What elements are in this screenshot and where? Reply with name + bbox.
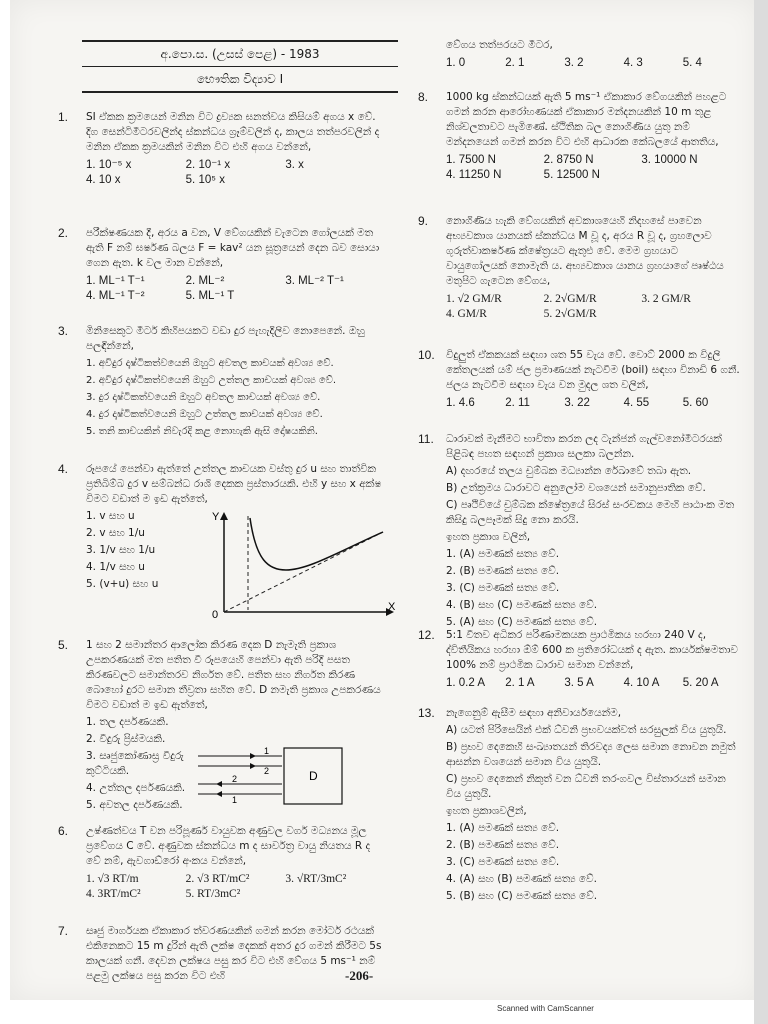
option: 4. 55 <box>623 397 650 409</box>
ray-1-label: 1 <box>264 746 270 756</box>
graph-curve <box>250 518 383 570</box>
question-text: සෘජු මාර්ගයක ඒකාකාර ත්වරණයකින් ගමන් කරන මෝටර් රථයක් එකිනෙකට 15 m දුරින් ඇති ලක්ෂ දෙකක් අතර දුර ගමන් කිරීමට 5s කාලයක් ගනී. දෙවන ලක්ෂය පසු කර විට එහි වේගය 5 ms⁻¹ නම් පළමු ලක්ෂය පසු කරන විට එහි <box>86 925 382 982</box>
option: 1. √3 RT/m <box>86 873 139 885</box>
question-9 <box>418 214 742 340</box>
option: 3. √RT/3mC² <box>285 873 347 885</box>
option: 1. v සහ u <box>86 510 135 522</box>
statement: A) යටත් පිරිසෙයින් එක් ධ්වනි ප්‍රභවයක්වත් සරසුලක් විය යුතුයි. <box>446 724 727 736</box>
question-11 <box>418 432 742 628</box>
options <box>446 153 742 183</box>
question-number: 13. <box>418 706 435 720</box>
option: 2. ML⁻² <box>185 275 225 287</box>
subject-title: භෞතික විද්‍යාව I <box>196 72 284 86</box>
option: 1. (A) පමණක් සත්‍ය වේ. <box>446 822 560 834</box>
option: 2. (B) පමණක් සත්‍ය වේ. <box>446 565 560 577</box>
option: 3. 1/v සහ 1/u <box>86 544 156 556</box>
left-column <box>58 110 396 992</box>
options <box>446 676 742 691</box>
option: 2. වීදුරු ප්‍රිස්මයකි. <box>86 733 166 745</box>
option: 4. GM/R <box>446 308 487 320</box>
rays-figure <box>196 742 376 810</box>
statement: C) ප්‍රභව දෙකෙන් නිකුත් වන ධ්වනි තරංගවල විස්තාරයන් සමාන විය යුතුයි. <box>446 773 726 800</box>
question-text: පරීක්ෂණයක දී, අරය a වන, V වේගයකින් වැටෙන ගෝලයක් මත ඇති F නම් ඝර්ෂණ බලය F = kav² යන සූත්‍රයෙන් දෙන බව සොයා ගෙන ඇත. k වල මාන වන්නේ, <box>86 227 380 269</box>
question-text: 1 සහ 2 සමාන්තර ආලෝක කිරණ දෙක D නැමැති ප්‍රකාශ උපකරණයක් මත පතිත වී රූපයෙහි පෙන්වා ඇති පරිදි පසත කිරණවලට සමාන්තරව නිර්ගත වේ. පතිත සහ නිර්ගත කිරණ බොහෝ දුරට සමාන තීව්‍රතා සහිත වේ. D නමැති ප්‍රකාශ උපකරණය විමට වඩාත් ම ඉඩ ඇත්තේ, <box>86 639 381 711</box>
option: 4. 3 <box>623 57 643 69</box>
options <box>446 292 742 322</box>
option: 5. 12500 N <box>543 169 600 181</box>
question-text: උෂ්ණත්වය T වන පරිපූර්ණ වායුවක අණුවල වර්ග මධ්‍යනය මූල ප්‍රවේගය C වේ. අණුවක ස්කන්ධය m ද සාර්වත්‍ර වායු නියතය R ද වේ නම්, ඇවගාඩ්රෝ අංකය වන්නේ, <box>86 825 371 867</box>
options <box>86 274 388 304</box>
options <box>86 158 388 188</box>
question-text: SI ඒකක ක්‍රමයෙන් මනින විට ද්‍රව්‍යක ඝනත්වය කිසියම් අගය x වේ. දිග සෙන්ටිමීටරවලින්ද ස්කන්ධය ග්‍රෑම්වලින් ද, කාලය තත්පරවලින් ද මනින ඒකක ක්‍රමයකින් මනින විට එහි අගය වන්නේ, <box>86 111 380 153</box>
lead-text: ඉහත ප්‍රකාශ වලින්, <box>446 531 531 543</box>
option: 5. 60 <box>682 397 709 409</box>
question-text: මිනිසෙකුට මීටර් කිහිපයකට වඩා දුර පැහැදිලිව නොපෙනේ. ඔහු පලඳින්නේ, <box>86 325 365 352</box>
y-axis-arrow <box>220 512 228 520</box>
question-6 <box>58 824 388 916</box>
option: 5. 2√GM/R <box>543 308 597 320</box>
option: 2. 2√GM/R <box>543 293 597 305</box>
option: 5. RT/3mC² <box>185 888 241 900</box>
ray-1-arrow-in <box>250 753 256 759</box>
origin-label: 0 <box>212 609 219 621</box>
option: 3. 5 A <box>564 677 594 689</box>
question-2 <box>58 226 388 316</box>
header-rule-bottom <box>82 91 398 93</box>
exam-title: අ.පො.ස. (උසස් පෙළ) - 1983 <box>160 47 320 61</box>
question-text: 1000 kg ස්කන්ධයක් ඇති 5 ms⁻¹ ඒකාකාර වේගයකින් පහළට ගමන් කරන ආරෝහණයක් ඒකාකාර මන්දනයකින් 10 m තුළ නිශ්චලතාවට පැමිණේ. ස්ථිතික බල නොගිණිය යුතු නම් මන්දනයෙන් ගමන් කරන විට එහි ආධාරක කේබලයේ ආතතිය, <box>446 91 727 148</box>
option: 5. (A) සහ (C) පමණක් සත්‍ය වේ. <box>446 616 598 628</box>
ray-2-arrow-in <box>250 763 256 769</box>
question-7 <box>58 924 388 984</box>
options <box>446 821 742 904</box>
option: 5. (v+u) සහ u <box>86 578 159 590</box>
option: 3. සෘජුකෝණාස්‍ර වීදුරු කුට්ටියකි. <box>86 750 184 777</box>
question-text: වේගය තත්පරයට මීටර, <box>446 39 553 51</box>
question-text: ධාරාවක් මැනීමට භාවිතා කරන ලද ටැන්ජන් ගැල්වනෝමීටරයක් පිළිබඳ පහත සඳහන් ප්‍රකාශ සලකා බලන්න. <box>446 433 722 460</box>
question-number: 9. <box>418 214 429 228</box>
statements <box>446 464 742 528</box>
exam-header <box>82 40 398 97</box>
question-text: 5:1 වීතව අධිකර පරිණාමකයක ප්‍රාථමිකය හරහා 240 V ද, ද්විතීයිකය හරහා ඕම් 600 ක ප්‍රතිරෝධයක් ද ඇත. කාර්යක්ෂමතාව 100% නම් ප්‍රාථමික ධාරාව සමාන වන්නේ, <box>446 629 738 671</box>
option: 2. √3 RT/mC² <box>185 873 250 885</box>
statement: A) දඟරයේ තලය චුම්බක මධ්‍යාන්න රේඛාවේ තබා ඇත. <box>446 465 692 477</box>
question-7-continued <box>418 38 742 82</box>
right-column <box>418 38 742 912</box>
question-number: 3. <box>58 324 69 338</box>
option: 3. (C) පමණක් සත්‍ය වේ. <box>446 582 560 594</box>
ray-1-arrow-out <box>216 781 222 787</box>
ray-2-label: 2 <box>264 766 270 776</box>
option: 3. 2 <box>564 57 584 69</box>
statement: C) පෘථිවියේ චුම්බක ක්ෂේත්‍රයේ සිරස් සංරචකය මෙහි පාඨාංක මත කිසිදු බලපෑමක් සිදු නො කරයි. <box>446 499 735 526</box>
option: 4. (A) සහ (B) පමණක් සත්‍ය වේ. <box>446 873 597 885</box>
page-number: -206- <box>345 968 374 983</box>
option: 1. 7500 N <box>446 154 496 166</box>
option: 1. 0 <box>446 57 466 69</box>
options <box>86 872 388 902</box>
option: 3. (C) පමණක් සත්‍ය වේ. <box>446 856 560 868</box>
ray-1-out-label: 1 <box>232 795 238 805</box>
question-text: රූපයේ පෙන්වා ඇත්තේ උත්තල කාචයක වස්තු දුර u සහ තාත්වික ප්‍රතිබිම්බ දුර v සම්බන්ධ රාශි දෙකක ප්‍රස්තාරයකි. එහි y සහ x අක්ෂ විමට වඩාත් ම ඉඩ ඇත්තේ, <box>86 463 382 505</box>
option: 2. 11 <box>505 397 530 409</box>
option: 5. 20 A <box>682 677 719 689</box>
option: 5. තනි කාචයකින් නිවැරදි කළ නොහැකි ඇසි දෝෂයකිනි. <box>86 426 318 437</box>
option: 2. 1 <box>505 57 525 69</box>
option: 5. 10⁵ x <box>185 174 225 186</box>
question-number: 2. <box>58 226 69 240</box>
option: 2. 8750 N <box>543 154 594 166</box>
question-number: 12. <box>418 628 435 642</box>
question-number: 5. <box>58 638 69 652</box>
statement: B) උත්ක්‍රමය ධාරාවට අනුලෝම වශයෙන් සමානුපාතික වේ. <box>446 482 706 494</box>
option: 3. 10000 N <box>641 154 698 166</box>
options <box>86 356 388 439</box>
question-text: නොගිණිය හැකි වේගයකින් අවකාශයෙහි නිදහසේ පාවෙන අභ්‍යවකාශ යානයක් ස්කන්ධය M වූ ද, අරය R වූ ද, ග්‍රහලොව ගුරුත්වාකර්ෂණ ක්ෂේත්‍රයට ඇතුළු වේ. මෙම ග්‍රහයාට වායුගෝලයක් නොමැති ය. අභ්‍යවකාශ යානය ග්‍රහයාගේ පෘෂ්ඨය මතුපිට ගැටෙන වේගය, <box>446 215 724 287</box>
option: 1. 4.6 <box>446 397 475 409</box>
question-13 <box>418 706 742 904</box>
x-axis-label: X <box>388 601 396 613</box>
option: 2. (B) පමණක් සත්‍ය වේ. <box>446 839 560 851</box>
option: 1. අවිදුර දෘෂ්ටිකත්වයෙනි ඔහුට අවතල කාචයක් අවශ්‍ය වේ. <box>86 358 334 369</box>
question-10 <box>418 348 742 424</box>
option: 3. x <box>285 159 304 171</box>
option: 5. ML⁻¹ T <box>185 290 235 302</box>
option: 1. 0.2 A <box>446 677 486 689</box>
option: 3. ML⁻² T⁻¹ <box>285 275 344 287</box>
question-number: 6. <box>58 824 69 838</box>
options <box>86 509 196 592</box>
options <box>446 56 742 71</box>
option: 4. (B) සහ (C) පමණක් සත්‍ය වේ. <box>446 599 598 611</box>
question-number: 1. <box>58 110 69 124</box>
question-text: නැගෙනුම් ඇසීම සඳහා අනිවාර්යයෙන්ම, <box>446 707 622 719</box>
ray-2-out-label: 2 <box>232 774 238 784</box>
question-text: විදුලුත් ඒකකයක් සඳහා ශත 55 වැය වේ. වොට් 2000 ක විදුලි කේතලයක් යම් ජල ප්‍රමාණයක් නැටවීම (boil) සඳහා විනාඩි 6 ගනී. ජලය නැටවීම සඳහා වැය වන මුදල ශත වලින්, <box>446 349 740 391</box>
option: 4. 1/v සහ u <box>86 561 145 573</box>
option: 3. දුර දෘෂ්ටිකත්වයෙනි ඔහුට අවතල කාචයක් අවශ්‍ය වේ. <box>86 392 321 403</box>
option: 4. 3RT/mC² <box>86 888 141 900</box>
question-4 <box>58 462 396 630</box>
option: 1. ML⁻¹ T⁻¹ <box>86 275 145 287</box>
option: 4. දුර දෘෂ්ටිකත්වයෙනි ඔහුට උත්තල කාචයක් අවශ්‍ය වේ. <box>86 409 323 420</box>
statement: B) ප්‍රභව දෙකෙහි සංඛ්‍යාතයන් තිරවද්‍ය ලෙස සමාන නොවන නමුත් ආසන්න වශයෙන් සමාන විය යුතුයි. <box>446 741 736 768</box>
question-5 <box>58 638 388 816</box>
option: 1. තල දර්පණයකි. <box>86 716 169 728</box>
option: 1. √2 GM/R <box>446 293 502 305</box>
option: 4. 11250 N <box>446 169 502 181</box>
header-rule-top <box>82 40 398 42</box>
option: 2. 1 A <box>505 677 535 689</box>
question-number: 7. <box>58 924 69 938</box>
header-rule-middle <box>82 66 398 67</box>
option: 1. (A) පමණක් සත්‍ය වේ. <box>446 548 560 560</box>
question-3 <box>58 324 388 454</box>
option: 2. v සහ 1/u <box>86 527 145 539</box>
option: 3. 22 <box>564 397 590 409</box>
option: 5. අවතල දර්පණයකි. <box>86 799 183 811</box>
lead-text: ඉහත ප්‍රකාශවලින්, <box>446 805 527 817</box>
option: 4. 10 A <box>623 677 660 689</box>
option: 5. 4 <box>682 57 702 69</box>
device-label: D <box>309 769 318 783</box>
question-number: 11. <box>418 432 434 446</box>
options <box>446 396 742 411</box>
option: 1. 10⁻⁵ x <box>86 159 132 171</box>
option: 4. උත්තල දර්පණයකි. <box>86 782 186 794</box>
question-number: 10. <box>418 348 435 362</box>
question-8 <box>418 90 742 206</box>
option: 2. අවිදුර දෘෂ්ටිකත්වයෙනි ඔහුට උත්තල කාචයක් අවශ්‍ය වේ. <box>86 375 337 386</box>
options <box>446 547 742 630</box>
question-12 <box>418 628 742 698</box>
option: 4. 10 x <box>86 174 121 186</box>
option: 5. (B) සහ (C) පමණක් සත්‍ය වේ. <box>446 890 598 902</box>
page-edge <box>754 0 768 1024</box>
statements <box>446 723 742 802</box>
option: 4. ML⁻¹ T⁻² <box>86 290 145 302</box>
ray-2-arrow-out <box>216 791 222 797</box>
option: 3. 2 GM/R <box>641 293 691 305</box>
question-number: 8. <box>418 90 429 104</box>
y-axis-label: Y <box>212 511 220 523</box>
question-1 <box>58 110 388 218</box>
question-number: 4. <box>58 462 69 476</box>
graph-figure <box>198 510 398 622</box>
option: 2. 10⁻¹ x <box>185 159 231 171</box>
scanner-watermark: Scanned with CamScanner <box>497 1004 594 1013</box>
